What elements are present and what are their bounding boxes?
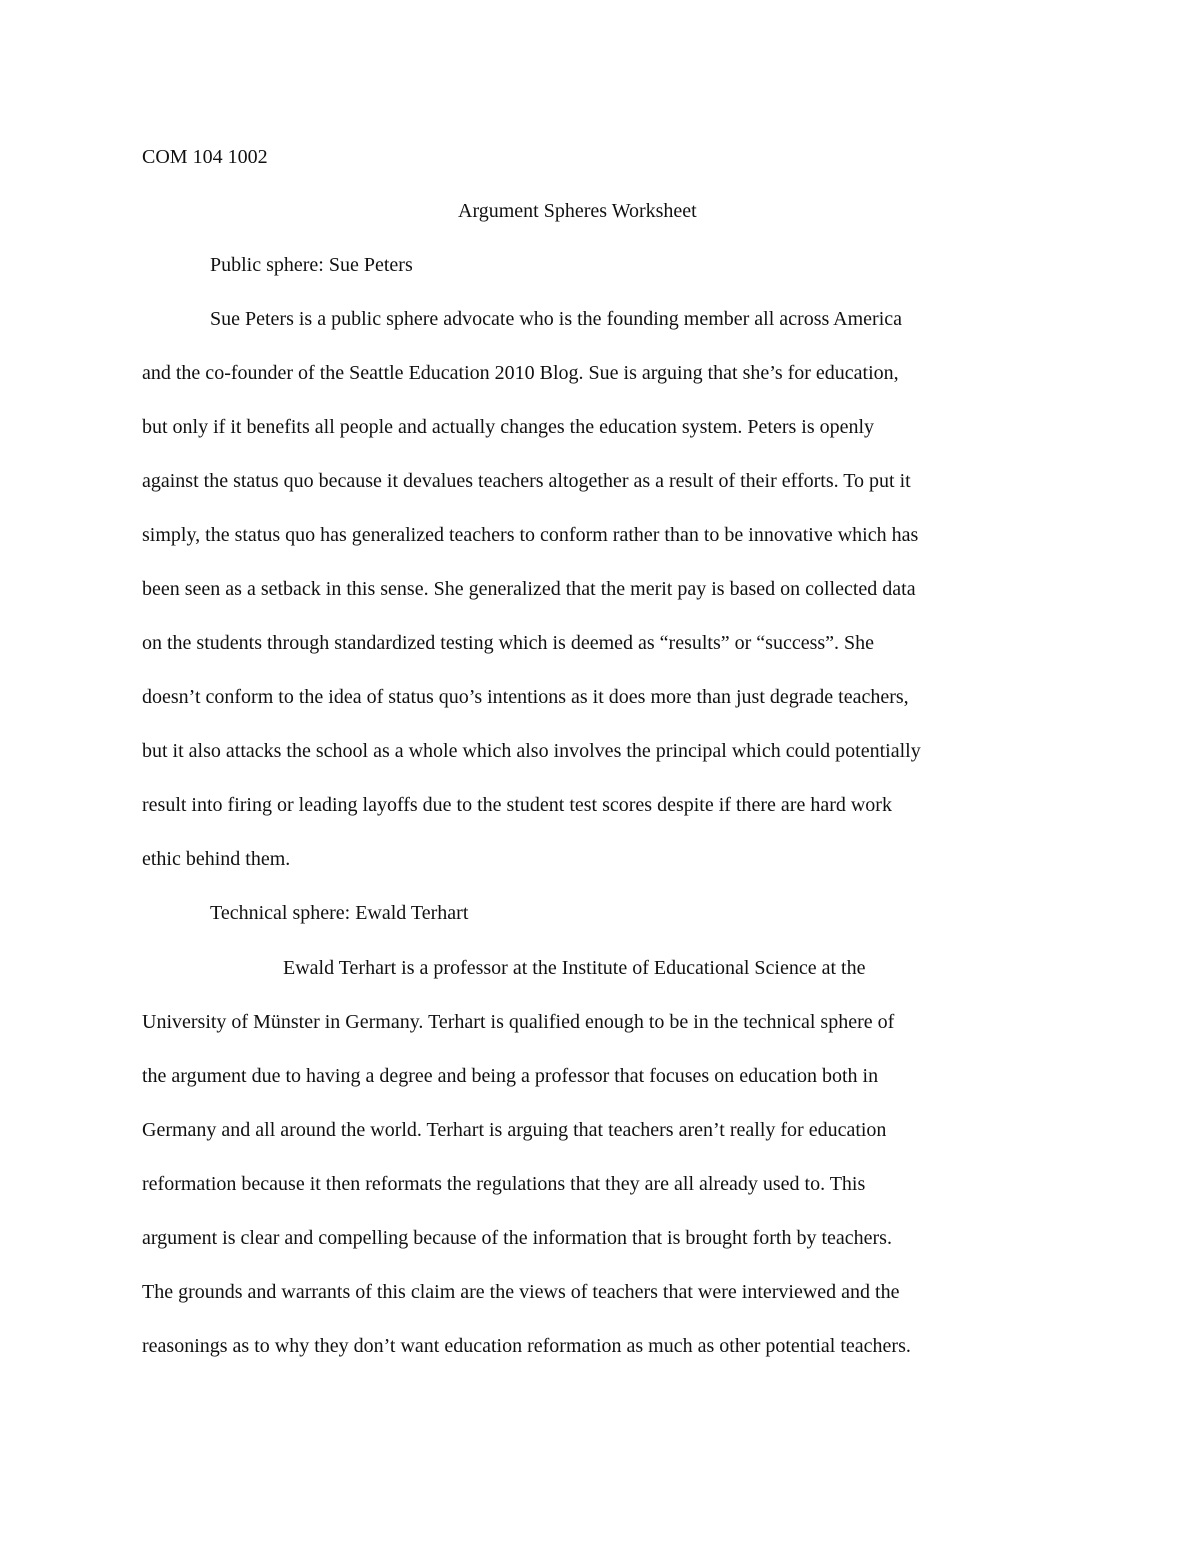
paragraph-line: Germany and all around the world. Terhart is arguing that teachers aren’t really for education	[142, 1119, 887, 1141]
section-heading-technical: Technical sphere: Ewald Terhart	[210, 902, 469, 924]
paragraph-line: the argument due to having a degree and being a professor that focuses on education both in	[142, 1065, 879, 1087]
paragraph-line: Sue Peters is a public sphere advocate who is the founding member all across America	[210, 308, 903, 330]
paragraph-line: on the students through standardized testing which is deemed as “results” or “success”. She	[142, 632, 875, 654]
section-heading-public: Public sphere: Sue Peters	[210, 254, 413, 276]
paragraph-line: doesn’t conform to the idea of status quo’s intentions as it does more than just degrade teachers,	[142, 686, 909, 708]
document-title: Argument Spheres Worksheet	[458, 200, 697, 222]
paragraph-line: reasonings as to why they don’t want education reformation as much as other potential teachers.	[142, 1335, 911, 1357]
paragraph-line: against the status quo because it devalues teachers altogether as a result of their efforts. To put it	[142, 470, 911, 492]
paragraph-line: simply, the status quo has generalized teachers to conform rather than to be innovative which has	[142, 524, 919, 546]
paragraph-line: The grounds and warrants of this claim are the views of teachers that were interviewed and the	[142, 1281, 900, 1303]
paragraph-line: reformation because it then reformats the regulations that they are all already used to. This	[142, 1173, 866, 1195]
paragraph-line: Ewald Terhart is a professor at the Institute of Educational Science at the	[283, 957, 866, 979]
paragraph-line: been seen as a setback in this sense. She generalized that the merit pay is based on collected data	[142, 578, 916, 600]
paragraph-line: argument is clear and compelling because of the information that is brought forth by teachers.	[142, 1227, 892, 1249]
paragraph-line: University of Münster in Germany. Terhart is qualified enough to be in the technical sphere of	[142, 1011, 895, 1033]
paragraph-line: but only if it benefits all people and actually changes the education system. Peters is openly	[142, 416, 875, 438]
paragraph-line: ethic behind them.	[142, 848, 291, 870]
paragraph-line: and the co-founder of the Seattle Education 2010 Blog. Sue is arguing that she’s for education,	[142, 362, 899, 384]
course-header: COM 104 1002	[142, 146, 268, 168]
paragraph-line: but it also attacks the school as a whole which also involves the principal which could potentially	[142, 740, 921, 762]
paragraph-line: result into firing or leading layoffs due to the student test scores despite if there are hard work	[142, 794, 892, 816]
